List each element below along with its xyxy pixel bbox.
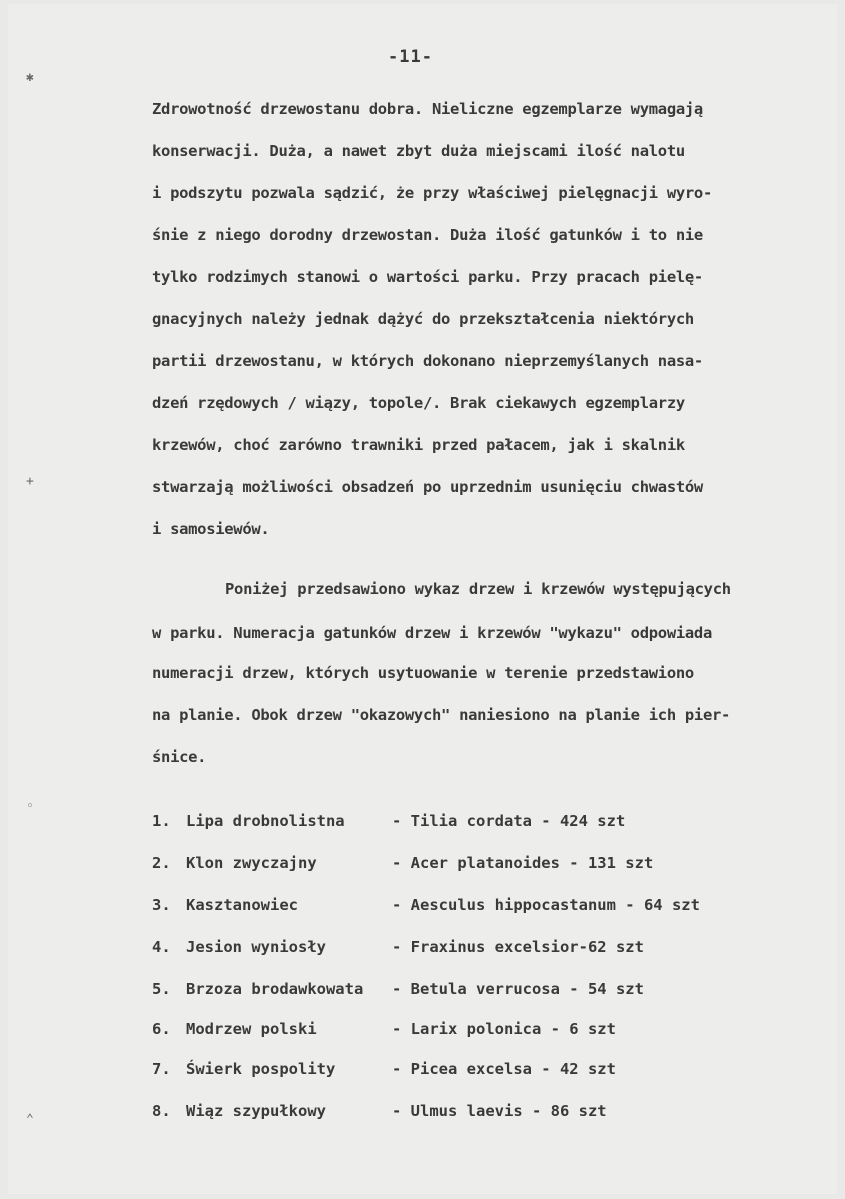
latin-name-count: - Ulmus laevis - 86 szt (392, 1102, 607, 1120)
latin-name-count: - Larix polonica - 6 szt (392, 1020, 616, 1038)
polish-name: Brzoza brodawkowata (186, 980, 364, 998)
item-number: 2. (152, 854, 171, 872)
latin-name-count: - Aesculus hippocastanum - 64 szt (392, 896, 700, 914)
item-number: 3. (152, 896, 171, 914)
text-line: w parku. Numeracja gatunków drzew i krzewów "wykazu" odpowiada (152, 624, 712, 642)
polish-name: Modrzew polski (186, 1020, 317, 1038)
text-line: partii drzewostanu, w których dokonano nieprzemyślanych nasa- (152, 352, 703, 370)
list-item (152, 812, 626, 830)
list-item (152, 854, 654, 872)
latin-name-count: - Fraxinus excelsior-62 szt (392, 938, 644, 956)
page-number: -11- (388, 47, 433, 67)
text-line: tylko rodzimych stanowi o wartości parku. Przy pracach pielę- (152, 268, 703, 286)
item-number: 7. (152, 1060, 171, 1078)
list-item (152, 1060, 616, 1078)
item-number: 5. (152, 980, 171, 998)
polish-name: Świerk pospolity (186, 1060, 336, 1078)
list-item (152, 1102, 607, 1120)
polish-name: Lipa drobnolistna (186, 812, 345, 830)
text-line: krzewów, choć zarówno trawniki przed pałacem, jak i skalnik (152, 436, 685, 454)
document-page (8, 4, 837, 1194)
polish-name: Kasztanowiec (186, 896, 298, 914)
list-item (152, 1020, 616, 1038)
text-line: stwarzają możliwości obsadzeń po uprzednim usunięciu chwastów (152, 478, 703, 496)
latin-name-count: - Tilia cordata - 424 szt (392, 812, 626, 830)
item-number: 8. (152, 1102, 171, 1120)
latin-name-count: - Acer platanoides - 131 szt (392, 854, 654, 872)
polish-name: Wiąz szypułkowy (186, 1102, 326, 1120)
list-item (152, 896, 700, 914)
hole-mark-icon: ◦ (26, 799, 34, 814)
polish-name: Jesion wyniosły (186, 938, 326, 956)
text-line: dzeń rzędowych / wiązy, topole/. Brak ciekawych egzemplarzy (152, 394, 685, 412)
text-line: konserwacji. Duża, a nawet zbyt duża miejscami ilość nalotu (152, 142, 685, 160)
text-line: na planie. Obok drzew "okazowych" naniesiono na planie ich pier- (152, 706, 731, 724)
text-line: śnie z niego dorodny drzewostan. Duża ilość gatunków i to nie (152, 226, 703, 244)
item-number: 1. (152, 812, 171, 830)
item-number: 4. (152, 938, 171, 956)
latin-name-count: - Picea excelsa - 42 szt (392, 1060, 616, 1078)
polish-name: Klon zwyczajny (186, 854, 317, 872)
hole-mark-icon: ⌃ (26, 1112, 34, 1127)
latin-name-count: - Betula verrucosa - 54 szt (392, 980, 644, 998)
text-line: gnacyjnych należy jednak dążyć do przekształcenia niektórych (152, 310, 694, 328)
list-item (152, 980, 644, 998)
hole-mark-icon: + (26, 474, 34, 489)
item-number: 6. (152, 1020, 171, 1038)
text-line: numeracji drzew, których usytuowanie w terenie przedstawiono (152, 664, 694, 682)
text-line: Zdrowotność drzewostanu dobra. Nieliczne egzemplarze wymagają (152, 100, 703, 118)
text-line: śnice. (152, 748, 207, 766)
text-line: i samosiewów. (152, 520, 270, 538)
list-item (152, 938, 644, 956)
text-line: i podszytu pozwala sądzić, że przy właściwej pielęgnacji wyro- (152, 184, 712, 202)
hole-mark-icon: ✱ (26, 70, 34, 85)
text-line: Poniżej przedsawiono wykaz drzew i krzewów występujących (225, 580, 731, 598)
